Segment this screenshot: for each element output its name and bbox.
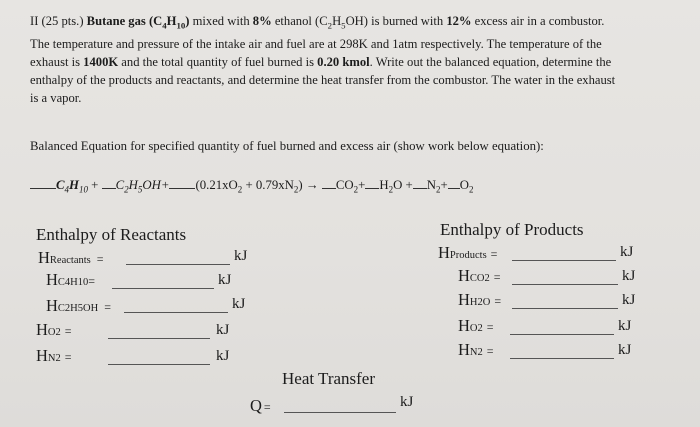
excess-air-percent: 12%: [446, 14, 472, 28]
reactants-total-label: HReactants =: [38, 248, 104, 267]
c2h5oh-blank[interactable]: [124, 312, 228, 313]
balanced-equation: $C_4H_{10} + C_2H_5OH+ (0.21xO_2 + 0.79xN_2) \to CO_2+ H_2O + N_2+ O_2$: [30, 178, 473, 195]
co2-blank[interactable]: [512, 284, 618, 285]
reactants-total-blank[interactable]: [126, 264, 230, 265]
balanced-equation-title: Balanced Equation for specified quantity of fuel burned and excess air (show work below equation):: [30, 139, 544, 153]
problem-statement: II (25 pts.) Butane gas $(C_4H_{10})$ mixed with 8% ethanol $(C_2H_5OH)$ is burned with 12% excess air in a combustor. The temperature and pressure of the intake air and fuel are at 298K and 1atm respectively. The temperature of the exhaust is 1400K and the total quantity of fuel burned is 0.20 kmol. Write out the balanced equation, determine the enthalpy of the products and reactants, and determine the heat transfer from the combustor. The water in the exhaust is a vapor.: [30, 14, 616, 106]
product-row-o2: HO2 =: [458, 316, 494, 335]
products-total-label: HProducts =: [438, 243, 498, 262]
problem-number: II (25 pts.): [30, 14, 84, 28]
co2-unit: kJ: [622, 268, 636, 284]
o2-product-blank[interactable]: [510, 334, 614, 335]
reactant-row-c2h5oh: HC2H5OH =: [46, 296, 111, 315]
product-row-n2: HN2 =: [458, 340, 494, 359]
products-total-unit: kJ: [620, 244, 634, 260]
n2-product-unit: kJ: [618, 342, 632, 358]
o2-reactant-unit: kJ: [216, 322, 230, 338]
reactants-title: Enthalpy of Reactants: [36, 225, 187, 244]
products-title: Enthalpy of Products: [440, 220, 584, 239]
c2h5oh-unit: kJ: [232, 296, 246, 312]
h2o-unit: kJ: [622, 292, 636, 308]
h2o-blank[interactable]: [512, 308, 618, 309]
c4h10-unit: kJ: [218, 272, 232, 288]
heat-transfer-blank[interactable]: [284, 412, 396, 413]
problem-line-4: enthalpy of the products and reactants, and determine the heat transfer from the combustor. The water in the exhaust: [30, 73, 616, 88]
heat-transfer-title: Heat Transfer: [282, 369, 376, 388]
reactants-total-unit: kJ: [234, 248, 248, 264]
product-row-co2: HCO2 =: [458, 266, 501, 285]
reaction-arrow: →: [305, 178, 319, 192]
products-total-blank[interactable]: [512, 260, 616, 261]
n2-reactant-blank[interactable]: [108, 364, 210, 365]
problem-line-2: The temperature and pressure of the intake air and fuel are at 298K and 1atm respectively. The temperature of the: [30, 36, 602, 51]
problem-line-5: is a vapor.: [30, 91, 82, 106]
heat-q-label: Q =: [250, 396, 271, 415]
product-row-h2o: HH2O =: [458, 290, 502, 309]
reactant-row-n2: HN2 =: [36, 346, 72, 365]
n2-product-blank[interactable]: [510, 358, 614, 359]
o2-reactant-blank[interactable]: [108, 338, 210, 339]
fuel-quantity: 0.20 kmol: [317, 54, 370, 69]
exhaust-temperature: 1400K: [83, 54, 119, 69]
c4h10-blank[interactable]: [112, 288, 214, 289]
fuel-description: Butane gas $(C_4H_{10})$: [86, 14, 190, 31]
heat-unit: kJ: [400, 394, 414, 410]
ethanol-percent: 8%: [252, 14, 272, 28]
n2-reactant-unit: kJ: [216, 348, 230, 364]
reactant-row-c4h10: HC4H10=: [46, 270, 96, 289]
o2-product-unit: kJ: [618, 318, 632, 334]
reactant-row-o2: HO2 =: [36, 320, 72, 339]
